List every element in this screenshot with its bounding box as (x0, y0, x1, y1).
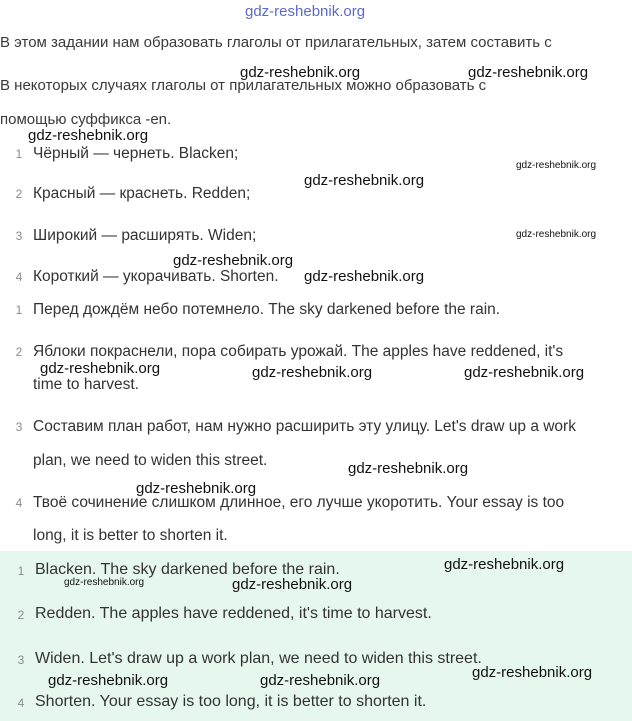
watermark: gdz-reshebnik.org (64, 577, 145, 588)
list-item: Твоё сочинение слишком длинное, его лучше укоротить. Your essay is too (33, 494, 565, 511)
list-item: Составим план работ, нам нужно расширить эту улицу. Let's draw up a work (33, 418, 576, 435)
watermark: gdz-reshebnik.org (348, 460, 469, 477)
watermark: gdz-reshebnik.org (468, 64, 589, 81)
watermark: gdz-reshebnik.org (232, 576, 353, 593)
intro-line-1: В этом задании нам образовать глаголы от прилагательных, затем составить с (0, 34, 552, 51)
intro-line-2: В некоторых случаях глаголы от прилагательных можно образовать с (0, 77, 487, 94)
answer-item: Widen. Let's draw up a work plan, we need to widen this street. (35, 650, 482, 667)
answer-item: Blacken. The sky darkened before the rain. (35, 561, 340, 578)
list-item-number: 3 (15, 420, 23, 434)
list-item-number: 4 (15, 270, 23, 284)
watermark: gdz-reshebnik.org (516, 229, 597, 240)
answer-item: Redden. The apples have reddened, it's time to harvest. (35, 605, 432, 622)
list-item: Яблоки покраснели, пора собирать урожай. The apples have reddened, it's (33, 343, 564, 360)
list-item-number: 3 (15, 229, 23, 243)
watermark: gdz-reshebnik.org (136, 480, 257, 497)
watermark: gdz-reshebnik.org (48, 672, 169, 689)
answer-number: 2 (17, 608, 25, 622)
watermark: gdz-reshebnik.org (28, 127, 149, 144)
list-item: Перед дождём небо потемнело. The sky darkened before the rain. (33, 301, 501, 318)
answer-number: 3 (17, 653, 25, 667)
watermark: gdz-reshebnik.org (260, 672, 381, 689)
watermark: gdz-reshebnik.org (444, 556, 565, 573)
list-item: Чёрный — чернеть. Blacken; (33, 145, 239, 162)
list-item: Красный — краснеть. Redden; (33, 185, 251, 202)
watermark: gdz-reshebnik.org (464, 364, 585, 381)
watermark: gdz-reshebnik.org (304, 172, 425, 189)
list-item-number: 1 (15, 147, 23, 161)
watermark: gdz-reshebnik.org (252, 364, 373, 381)
list-item-number: 4 (15, 496, 23, 510)
answer-number: 1 (17, 564, 25, 578)
list-item-number: 2 (15, 345, 23, 359)
answer-item: Shorten. Your essay is too long, it is better to shorten it. (35, 693, 427, 710)
watermark: gdz-reshebnik.org (516, 160, 597, 171)
list-item: Широкий — расширять. Widen; (33, 227, 257, 244)
watermark: gdz-reshebnik.org (240, 64, 361, 81)
list-item: Короткий — укорачивать. Shorten. (33, 268, 279, 285)
list-item-number: 2 (15, 187, 23, 201)
list-item-continuation: long, it is better to shorten it. (33, 527, 228, 544)
list-item-continuation: plan, we need to widen this street. (33, 452, 268, 469)
answer-number: 4 (17, 696, 25, 710)
intro-line-3: помощью суффикса -en. (0, 111, 172, 128)
watermark: gdz-reshebnik.org (245, 3, 366, 20)
watermark: gdz-reshebnik.org (173, 252, 294, 269)
list-item-continuation: time to harvest. (33, 376, 139, 393)
watermark: gdz-reshebnik.org (472, 664, 593, 681)
watermark: gdz-reshebnik.org (304, 268, 425, 285)
watermark: gdz-reshebnik.org (40, 360, 161, 377)
list-item-number: 1 (15, 303, 23, 317)
